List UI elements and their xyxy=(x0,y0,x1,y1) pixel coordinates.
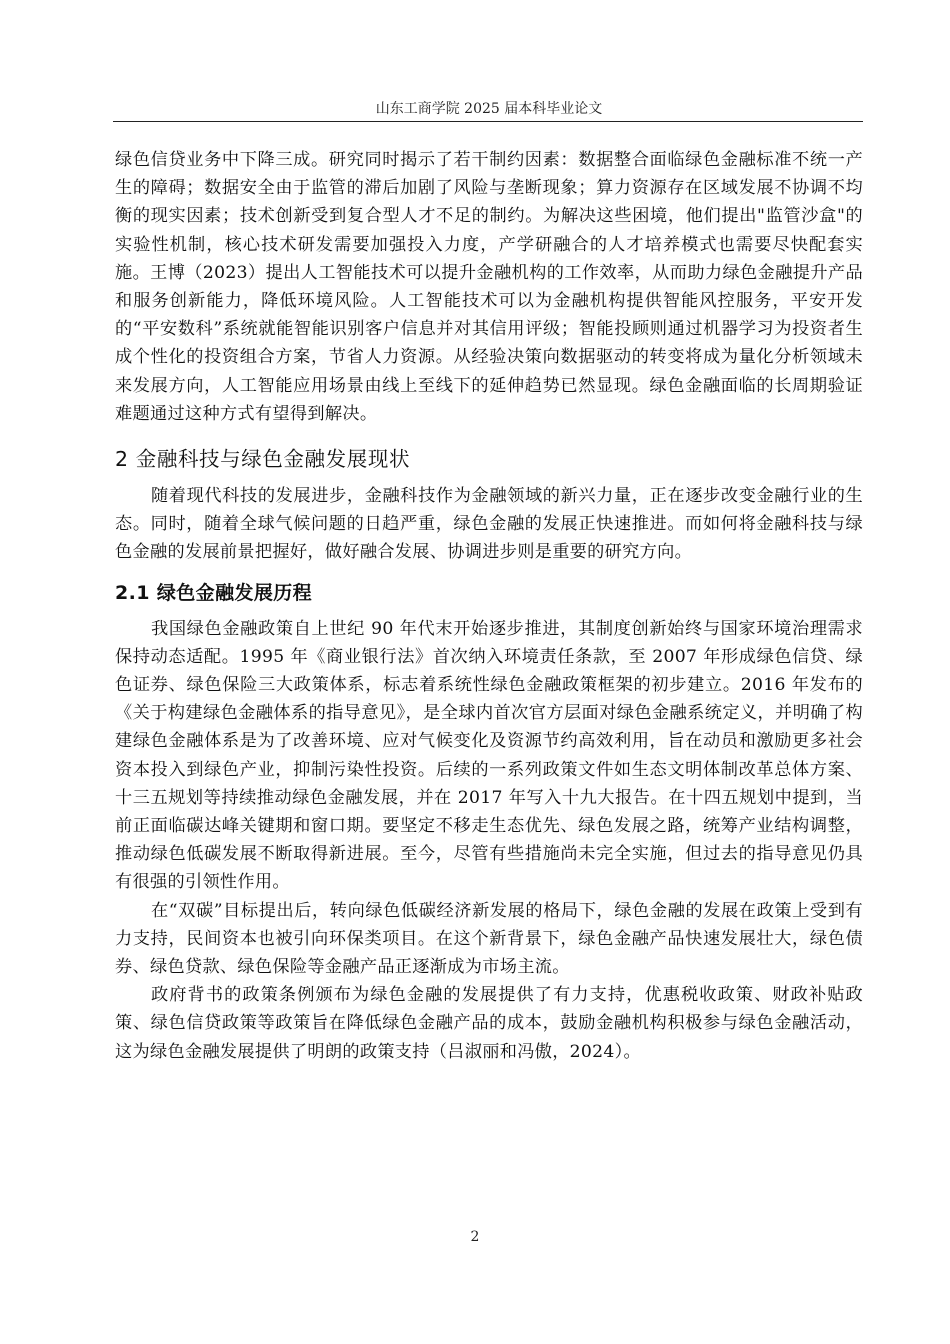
page-number: 2 xyxy=(470,1229,480,1245)
paragraph-government-support: 政府背书的政策条例颁布为绿色金融的发展提供了有力支持，优惠税收政策、财政补贴政策、绿色信贷政策等政策旨在降低绿色金融产品的成本，鼓励金融机构积极参与绿色金融活动，这为绿色金融发展提供了明朗的政策支持（吕淑丽和冯傲，2024）。 xyxy=(115,985,863,1062)
running-header: 山东工商学院 2025 届本科毕业论文 xyxy=(375,101,603,117)
paragraph-continuation: 绿色信贷业务中下降三成。研究同时揭示了若干制约因素：数据整合面临绿色金融标准不统一产生的障碍；数据安全由于监管的滞后加剧了风险与垄断现象；算力资源存在区域发展不协调不均衡的现实因素；技术创新受到复合型人才不足的制约。为解决这些困境，他们提出"监管沙盒"的实验性机制，核心技术研发需要加强投入力度，产学研融合的人才培养模式也需要尽快配套实施。王博（2023）提出人工智能技术可以提升金融机构的工作效率，从而助力绿色金融提升产品和服务创新能力，降低环境风险。人工智能技术可以为金融机构提供智能风控服务，平安开发的“平安数科”系统就能智能识别客户信息并对其信用评级；智能投顾则通过机器学习为投资者生成个性化的投资组合方案，节省人力资源。从经验决策向数据驱动的转变将成为量化分析领域未来发展方向，人工智能应用场景由线上至线下的延伸趋势已然显现。绿色金融面临的长周期验证难题通过这种方式有望得到解决。 xyxy=(115,150,863,424)
section-heading-2: 2 金融科技与绿色金融发展现状 xyxy=(115,447,411,472)
paragraph-dual-carbon: 在“双碳”目标提出后，转向绿色低碳经济新发展的格局下，绿色金融的发展在政策上受到有力支持，民间资本也被引向环保类项目。在这个新背景下，绿色金融产品快速发展壮大，绿色债券、绿色贷款、绿色保险等金融产品正逐渐成为市场主流。 xyxy=(115,900,863,978)
body-text xyxy=(115,146,863,1066)
paragraph-section2-intro: 随着现代科技的发展进步，金融科技作为金融领域的新兴力量，正在逐步改变金融行业的生态。同时，随着全球气候问题的日趋严重，绿色金融的发展正快速推进。而如何将金融科技与绿色金融的发展前景把握好，做好融合发展、协调进步则是重要的研究方向。 xyxy=(115,486,863,563)
subsection-heading-2-1: 2.1 绿色金融发展历程 xyxy=(115,581,313,604)
header-rule xyxy=(113,121,863,122)
paragraph-policy-history: 我国绿色金融政策自上世纪 90 年代末开始逐步推进，其制度创新始终与国家环境治理需求保持动态适配。1995 年《商业银行法》首次纳入环境责任条款，至 2007 年形成绿色信贷、绿色证券、绿色保险三大政策体系，标志着系统性绿色金融政策框架的初步建立。2016 年发布的《关于构建绿色金融体系的指导意见》，是全球内首次官方层面对绿色金融系统定义，并明确了构建绿色金融体系是为了改善环境、应对气候变化及资源节约高效利用，旨在动员和激励更多社会资本投入到绿色产业，抑制污染性投资。后续的一系列政策文件如生态文明体制改革总体方案、十三五规划等持续推动绿色金融发展，并在 2017 年写入十九大报告。在十四五规划中提到，当前正面临碳达峰关键期和窗口期。要坚定不移走生态优先、绿色发展之路，统筹产业结构调整，推动绿色低碳发展不断取得新进展。至今，尽管有些措施尚未完全实施，但过去的指导意见仍具有很强的引领性作用。 xyxy=(115,618,863,893)
